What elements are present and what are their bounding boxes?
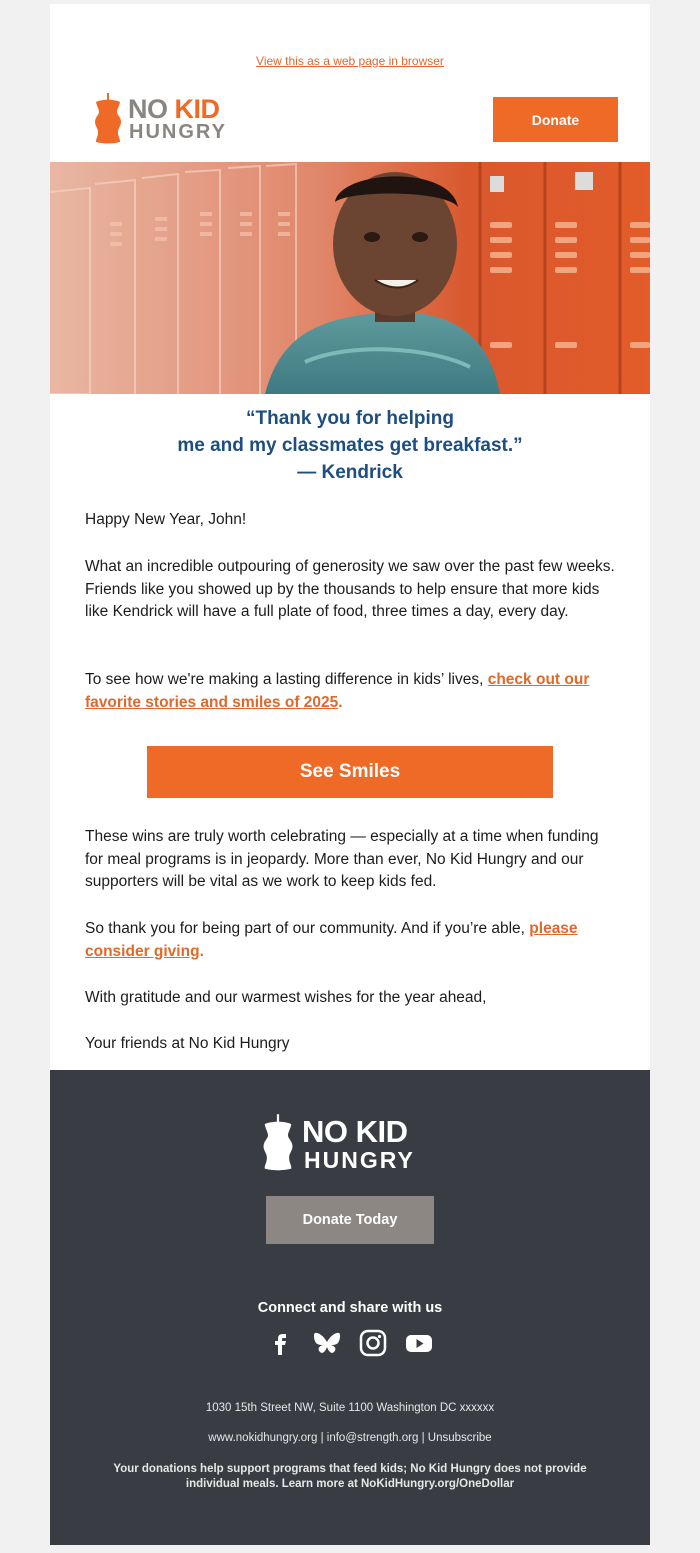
paragraph-2: To see how we're making a lasting difference in kids’ lives, check out our favorite stories and smiles of 2025. bbox=[85, 671, 590, 711]
website-link[interactable]: www.nokidhungry.org bbox=[208, 1432, 318, 1444]
quote-block bbox=[50, 405, 650, 486]
email-container bbox=[50, 4, 650, 1545]
signature: Your friends at No Kid Hungry bbox=[85, 1035, 290, 1052]
logo-word-no: NO bbox=[128, 94, 168, 124]
footer-disclaimer: Your donations help support programs that feed kids; No Kid Hungry does not provide individual meals. Learn more at NoKidHungry.org/OneDollar bbox=[113, 1463, 587, 1490]
closing-line: With gratitude and our warmest wishes for the year ahead, bbox=[85, 989, 487, 1006]
favorite-stories-link[interactable]: check out our favorite stories and smiles of 2025 bbox=[85, 671, 590, 711]
footer-address: 1030 15th Street NW, Suite 1100 Washington DC xxxxxx bbox=[205, 1402, 495, 1414]
paragraph-4: So thank you for being part of our community. And if you’re able, please consider giving. bbox=[85, 920, 578, 960]
connect-title: Connect and share with us bbox=[257, 1300, 443, 1316]
social-icons bbox=[50, 1328, 650, 1358]
youtube-icon[interactable] bbox=[404, 1328, 434, 1358]
footer-logo-line-1: NO KID bbox=[302, 1114, 408, 1149]
donate-button[interactable]: Donate bbox=[493, 97, 618, 142]
footer-links: www.nokidhungry.org | info@strength.org | Unsubscribe bbox=[208, 1432, 492, 1444]
consider-giving-link[interactable]: please consider giving bbox=[85, 920, 578, 960]
bluesky-icon[interactable] bbox=[312, 1328, 342, 1358]
paragraph-4-text: So thank you for being part of our community. And if you’re able, bbox=[85, 920, 530, 937]
footer bbox=[50, 1070, 650, 1545]
apple-core-icon bbox=[258, 1110, 298, 1174]
apple-core-icon bbox=[90, 92, 126, 144]
see-smiles-button[interactable]: See Smiles bbox=[147, 746, 553, 798]
hero-photo-kendrick-lockers bbox=[50, 162, 650, 394]
quote-attribution: — Kendrick bbox=[297, 462, 403, 483]
logo-word-kid: KID bbox=[174, 94, 220, 124]
footer-logo[interactable] bbox=[258, 1110, 448, 1176]
greeting: Happy New Year, John! bbox=[85, 511, 247, 528]
paragraph-2-text: To see how we're making a lasting difference in kids’ lives, bbox=[85, 671, 488, 688]
quote-line-2: me and my classmates get breakfast.” bbox=[177, 435, 523, 456]
paragraph-3: These wins are truly worth celebrating — especially at a time when funding for meal programs is in jeopardy. More than ever, No Kid Hungry and our supporters will be vital as we work to keep kids fed. bbox=[85, 828, 599, 890]
paragraph-1: What an incredible outpouring of generosity we saw over the past few weeks. Friends like you showed up by the thousands to help ensure that more kids like Kendrick will have a full plate of food, three times a day, every day. bbox=[85, 558, 615, 620]
footer-logo-line-2: HUNGRY bbox=[304, 1147, 415, 1173]
unsubscribe-link[interactable]: Unsubscribe bbox=[427, 1432, 492, 1444]
facebook-icon[interactable] bbox=[266, 1328, 296, 1358]
quote-line-1: “Thank you for helping bbox=[246, 408, 454, 429]
hero-image bbox=[50, 162, 650, 394]
email-link[interactable]: info@strength.org bbox=[326, 1432, 419, 1444]
logo-word-hungry: HUNGRY bbox=[129, 121, 227, 143]
instagram-icon[interactable] bbox=[358, 1328, 388, 1358]
donate-today-button[interactable]: Donate Today bbox=[266, 1196, 434, 1244]
no-kid-hungry-logo[interactable] bbox=[90, 90, 250, 146]
view-in-browser-link[interactable]: View this as a web page in browser bbox=[256, 54, 444, 68]
